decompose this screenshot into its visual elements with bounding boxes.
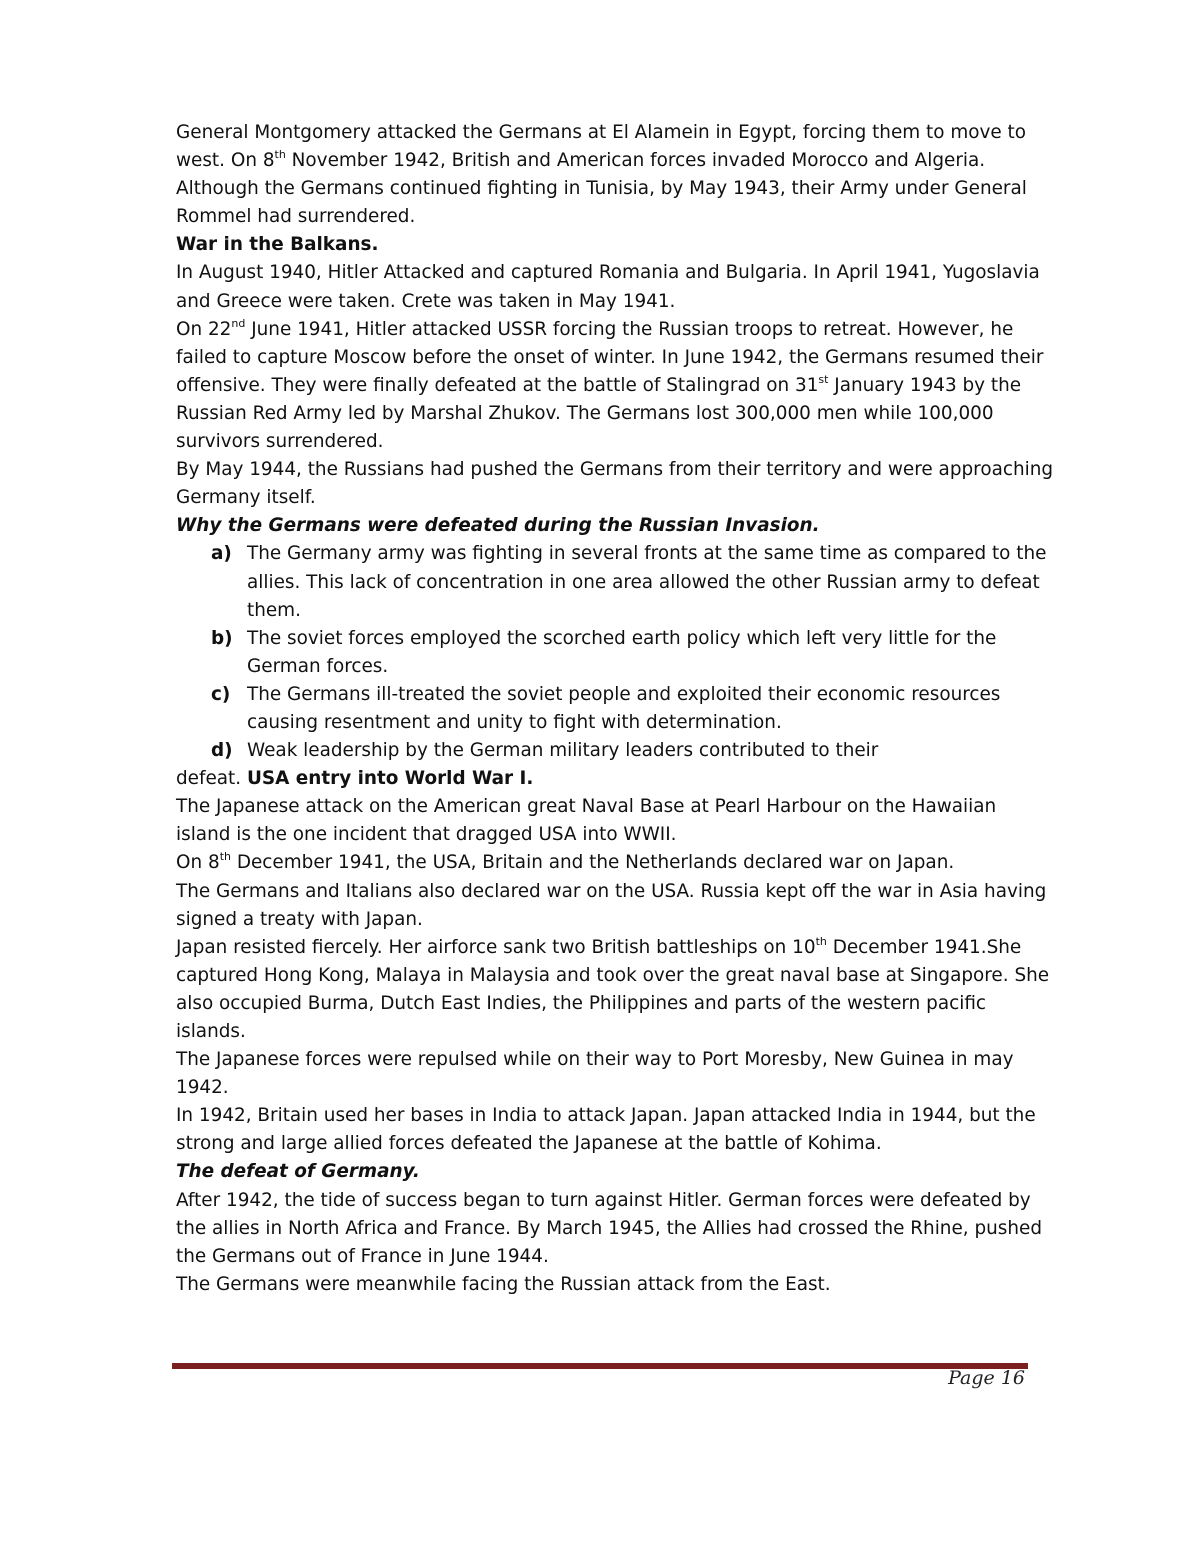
paragraph-el-alamein: General Montgomery attacked the Germans at El Alamein in Egypt, forcing them to move to west. On 8th November 1942, British and American forces invaded Morocco and Algeria. xyxy=(176,122,1027,172)
reasons-list xyxy=(176,540,1056,765)
paragraph-declared-war: On 8th December 1941, the USA, Britain and the Netherlands declared war on Japan. xyxy=(176,850,955,874)
paragraph-germans-italians: The Germans and Italians also declared war on the USA. Russia kept off the war in Asia having signed a treaty with Japan. xyxy=(176,880,1047,930)
list-item: d) Weak leadership by the German military leaders contributed to their xyxy=(211,740,879,762)
paragraph-port-moresby: The Japanese forces were repulsed while on their way to Port Moresby, New Guinea in may 1942. xyxy=(176,1049,1014,1099)
paragraph-ussr-attack: On 22nd June 1941, Hitler attacked USSR forcing the Russian troops to retreat. However, he failed to capture Moscow before the onset of winter. In June 1942, the Germans resumed their offensive. They were finally defeated at the battle of Stalingrad on 31st January 1943 by the Russian Red Army led by Marshal Zhukov. The Germans lost 300,000 men while 100,000 survivors surrendered. xyxy=(176,316,1044,453)
paragraph-tunisia: Although the Germans continued fighting in Tunisia, by May 1943, their Army under General Rommel had surrendered. xyxy=(176,178,1027,228)
list-item: c) The Germans ill-treated the soviet people and exploited their economic resources causing resentment and unity to fight with determination. xyxy=(211,683,1001,733)
list-item: a) The Germany army was fighting in several fronts at the same time as compared to the allies. This lack of concentration in one area allowed the other Russian army to defeat them. xyxy=(211,543,1047,621)
paragraph-defeat-usa-heading: defeat. USA entry into World War I. xyxy=(176,768,534,790)
heading-why-germans-defeated: Why the Germans were defeated during the Russian Invasion. xyxy=(176,515,820,537)
heading-defeat-of-germany: The defeat of Germany. xyxy=(176,1161,420,1183)
paragraph-pearl-harbour: The Japanese attack on the American great Naval Base at Pearl Harbour on the Hawaiian island is the one incident that dragged USA into WWII. xyxy=(176,796,997,846)
page-body xyxy=(176,119,1056,1299)
heading-usa-entry: USA entry into World War I. xyxy=(246,768,534,790)
heading-war-in-balkans: War in the Balkans. xyxy=(176,234,379,256)
paragraph-balkans: In August 1940, Hitler Attacked and captured Romania and Bulgaria. In April 1941, Yugoslavia and Greece were taken. Crete was taken in May 1941. xyxy=(176,262,1040,312)
paragraph-russians-pushed: By May 1944, the Russians had pushed the Germans from their territory and were approaching Germany itself. xyxy=(176,459,1054,509)
page-number: Page 16 xyxy=(948,1367,1025,1389)
paragraph-japan-resisted: Japan resisted fiercely. Her airforce sank two British battleships on 10th December 1941.She captured Hong Kong, Malaya in Malaysia and took over the great naval base at Singapore. She also occupied Burma, Dutch East Indies, the Philippines and parts of the western pacific islands. xyxy=(176,934,1050,1042)
footer-rule xyxy=(172,1363,1028,1369)
paragraph-russian-attack-east: The Germans were meanwhile facing the Russian attack from the East. xyxy=(176,1273,831,1295)
list-item: b) The soviet forces employed the scorched earth policy which left very little for the German forces. xyxy=(211,627,997,677)
paragraph-tide-turns: After 1942, the tide of success began to turn against Hitler. German forces were defeated by the allies in North Africa and France. By March 1945, the Allies had crossed the Rhine, pushed the Germans out of France in June 1944. xyxy=(176,1189,1043,1267)
paragraph-kohima: In 1942, Britain used her bases in India to attack Japan. Japan attacked India in 1944, but the strong and large allied forces defeated the Japanese at the battle of Kohima. xyxy=(176,1105,1036,1155)
